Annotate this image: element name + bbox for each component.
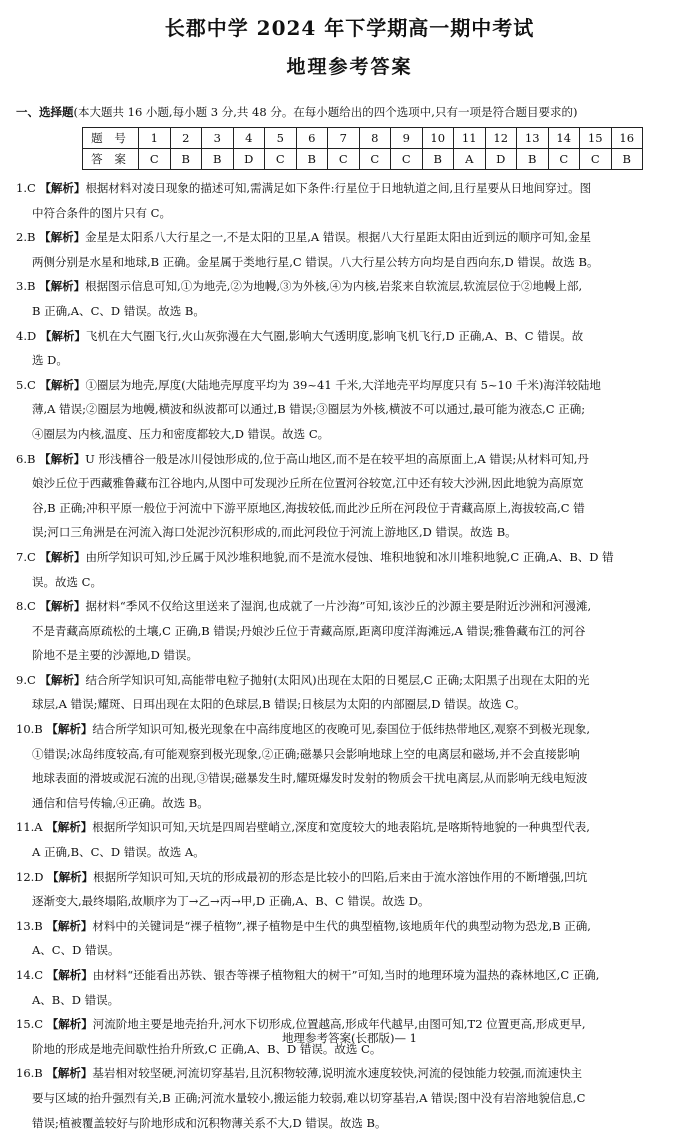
section-header <box>16 104 691 120</box>
answer-item-text: 薄,A 错误;②圈层为地幔,横波和纵波都可以通过,B 错误;③圈层为外核,横波不可以通过,最可能为液态,C 正确; <box>32 402 586 417</box>
answer-item-number: 3.B <box>16 279 36 294</box>
section-note: (本大题共 16 小题,每小题 3 分,共 48 分。在每小题给出的四个选项中,只有一项是符合题目要求的) <box>73 105 578 119</box>
answer-cell: B <box>611 149 643 170</box>
answer-item-number: 5.C <box>16 377 36 392</box>
analysis-tag: 【解析】 <box>47 869 94 884</box>
question-number-cell: 6 <box>296 128 328 149</box>
analysis-tag: 【解析】 <box>46 968 93 982</box>
answer-item-number: 6.B <box>16 451 36 466</box>
analysis-tag: 【解析】 <box>39 328 86 343</box>
analysis-tag: 【解析】 <box>39 230 86 245</box>
page-subtitle: 地理参考答案 <box>286 56 413 78</box>
answer-cell: C <box>391 149 423 170</box>
analysis-tag: 【解析】 <box>39 451 86 466</box>
answer-cell: C <box>548 149 580 170</box>
answer-item-text: A、C、D 错误。 <box>32 943 120 958</box>
answer-item-text: 要与区域的抬升强烈有关,B 正确;河流水量较小,搬运能力较弱,难以切穿基岩,A 错误;图中没有岩溶地貌信息,C <box>32 1090 586 1105</box>
answer-item-text: A 正确,B、C、D 错误。故选 A。 <box>32 845 205 860</box>
question-number-cell: 3 <box>202 128 234 149</box>
answer-item-text: 由材料“还能看出苏铁、银杏等裸子植物粗大的树干”可知,当时的地理环境为温热的森林地区,C 正确, <box>92 968 600 982</box>
question-number-cell: 8 <box>359 128 391 149</box>
answer-item <box>16 274 690 299</box>
answer-item-text: 球层,A 错误;耀斑、日珥出现在太阳的色球层,B 错误;日核层为太阳的内部圈层,D 错误。故选 C。 <box>32 697 526 712</box>
analysis-tag: 【解析】 <box>39 377 86 392</box>
answer-item <box>16 176 690 201</box>
answer-item-number: 15.C <box>16 1017 44 1032</box>
answer-item-text: 不是青藏高原疏松的土壤,C 正确,B 错误;丹娘沙丘位于青藏高原,距离印度洋海滩远,A 错误;雅鲁藏布江的河谷 <box>32 623 586 638</box>
answer-item-number: 13.B <box>16 918 43 933</box>
answer-item-text: U 形浅槽谷一般是冰川侵蚀形成的,位于高山地区,而不是在较平坦的高原面上,A 错误;从材料可知,丹 <box>85 451 589 466</box>
answer-item-continuation <box>16 520 690 545</box>
answer-item-text: 由所学知识可知,沙丘属于风沙堆积地貌,而不是流水侵蚀、堆积地貌和冰川堆积地貌,C 正确,A、B、D 错 <box>85 549 614 564</box>
answer-item-continuation <box>16 471 690 496</box>
analysis-tag: 【解析】 <box>39 181 86 195</box>
answer-item-text: 基岩相对较坚硬,河流切穿基岩,且沉积物较薄,说明流水速度较快,河流的侵蚀能力较强,而流速快主 <box>92 1066 583 1081</box>
answer-item-continuation <box>16 889 690 914</box>
analysis-tag: 【解析】 <box>39 672 86 687</box>
question-number-cell: 7 <box>328 128 360 149</box>
answer-cell: C <box>580 149 612 170</box>
page-title: 长郡中学 2024 年下学期高一期中考试 <box>164 16 535 40</box>
answer-item-text: 选 D。 <box>32 353 68 368</box>
answer-item-continuation <box>16 742 690 767</box>
answer-item-text: 误;河口三角洲是在河流入海口处泥沙沉积形成的,而此河段位于河流上游地区,D 错误。故选 B。 <box>32 525 517 540</box>
answer-item-continuation <box>16 692 690 717</box>
answer-item-text: ①圈层为地壳,厚度(大陆地壳厚度平均为 39~41 千米,大洋地壳平均厚度只有 5~10 千米)海洋较陆地 <box>85 377 601 392</box>
page-footer: 地理参考答案(长郡版)— 1 <box>282 1031 417 1045</box>
answer-item-continuation <box>16 250 690 275</box>
answer-item <box>16 545 690 570</box>
answer-cell: C <box>328 149 360 170</box>
answer-item-continuation <box>16 643 690 668</box>
answer-cell: B <box>422 149 454 170</box>
answer-cell: C <box>359 149 391 170</box>
answer-item-continuation <box>16 988 690 1013</box>
answer-item-text: ①错误;冰岛纬度较高,有可能观察到极光现象,②正确;磁暴只会影响地球上空的电离层和磁场,并不会直接影响 <box>32 746 580 761</box>
answer-item-text: 娘沙丘位于西藏雅鲁藏布江谷地内,从图中可发现沙丘所在位置河谷较宽,江中还有较大沙洲,因此地貌为高原宽 <box>32 476 584 491</box>
answer-item-continuation <box>16 1111 690 1135</box>
analysis-tag: 【解析】 <box>39 599 86 614</box>
answer-item-text: 据材料“季风不仅给这里送来了湿润,也成就了一片沙海”可知,该沙丘的沙源主要是附近沙洲和河漫滩, <box>85 599 592 614</box>
answer-item-text: 根据图示信息可知,①为地壳,②为地幔,③为外核,④为内核,岩浆来自软流层,软流层位于②地幔上部, <box>85 279 583 294</box>
answer-item-text: 错误;植被覆盖较好与阶地形成和沉积物薄关系不大,D 错误。故选 B。 <box>32 1115 387 1130</box>
answer-item <box>16 225 690 250</box>
answer-cell: C <box>139 149 171 170</box>
answer-cell: B <box>517 149 549 170</box>
question-number-cell: 12 <box>485 128 517 149</box>
answer-cell: A <box>454 149 486 170</box>
answer-item-text: 通信和信号传输,④正确。故选 B。 <box>32 795 209 810</box>
question-number-cell: 11 <box>454 128 486 149</box>
answer-item <box>16 447 690 472</box>
answer-item-number: 7.C <box>16 549 36 564</box>
question-number-cell: 14 <box>548 128 580 149</box>
question-number-cell: 16 <box>611 128 643 149</box>
answer-item <box>16 324 690 349</box>
answer-item <box>16 815 690 840</box>
analysis-tag: 【解析】 <box>46 820 93 835</box>
answer-item <box>16 373 690 398</box>
answer-item-continuation <box>16 422 690 447</box>
answer-item-continuation <box>16 938 690 963</box>
answer-item-text: 中符合条件的图片只有 C。 <box>32 205 171 220</box>
answer-item-continuation <box>16 791 690 816</box>
answer-item-text: 谷,B 正确;冲积平原一般位于河流中下游平原地区,海拔较低,而此沙丘所在河段位于青藏高原上,海拔较高,C 错 <box>32 500 585 515</box>
answer-item-text: 阶地的形成是地壳间歇性抬升所致,C 正确,A、B、D 错误。故选 C。 <box>32 1041 382 1056</box>
answer-item-text: 河流阶地主要是地壳抬升,河水下切形成,位置越高,形成年代越早,由图可知,T2 位置更高,形成更早, <box>92 1017 586 1032</box>
answer-item-text: 金星是太阳系八大行星之一,不是太阳的卫星,A 错误。根据八大行星距太阳由近到远的顺序可知,金星 <box>85 230 592 245</box>
answer-item-number: 11.A <box>16 820 43 835</box>
answer-cell: D <box>233 149 265 170</box>
answer-item-text: 两侧分别是水星和地球,B 正确。金星属于类地行星,C 错误。八大行星公转方向均是自西向东,D 错误。故选 B。 <box>32 254 599 269</box>
answer-item <box>16 717 690 742</box>
question-number-cell: 13 <box>517 128 549 149</box>
analysis-tag: 【解析】 <box>46 722 93 737</box>
answer-item-text: 根据材料对凌日现象的描述可知,需满足如下条件:行星位于日地轨道之间,且行星要从日地间穿过。图 <box>85 181 592 195</box>
answer-cell: D <box>485 149 517 170</box>
answer-item-text: B 正确,A、C、D 错误。故选 B。 <box>32 303 205 318</box>
analysis-tag: 【解析】 <box>46 1066 93 1081</box>
answer-item-continuation <box>16 619 690 644</box>
question-number-cell: 2 <box>170 128 202 149</box>
answer-item-continuation <box>16 201 690 226</box>
answer-item-continuation <box>16 840 690 865</box>
answer-item-number: 4.D <box>16 328 37 343</box>
question-number-cell: 15 <box>580 128 612 149</box>
answer-table-row-numbers <box>83 128 643 149</box>
answer-item-text: ④圈层为内核,温度、压力和密度都较大,D 错误。故选 C。 <box>32 426 330 441</box>
answer-item <box>16 914 690 939</box>
section-heading: 一、选择题 <box>16 105 74 119</box>
answer-item-number: 1.C <box>16 181 36 195</box>
answer-item-text: 飞机在大气圈飞行,火山灰弥漫在大气圈,影响大气透明度,影响飞机飞行,D 正确,A、B、C 错误。故 <box>85 328 584 343</box>
answer-cell: B <box>170 149 202 170</box>
analysis-tag: 【解析】 <box>46 1017 93 1032</box>
answer-item <box>16 594 690 619</box>
row-label-answer: 答 案 <box>83 149 139 170</box>
answer-item-continuation <box>16 299 690 324</box>
question-number-cell: 9 <box>391 128 423 149</box>
answer-item-continuation <box>16 496 690 521</box>
answer-item-text: 结合所学知识可知,极光现象在中高纬度地区的夜晚可见,泰国位于低纬热带地区,观察不到极光现象, <box>92 722 591 737</box>
question-number-cell: 1 <box>139 128 171 149</box>
analysis-tag: 【解析】 <box>39 279 86 294</box>
answer-cell: B <box>202 149 234 170</box>
answer-item-text: 根据所学知识可知,天坑是四周岩壁峭立,深度和宽度较大的地表陷坑,是喀斯特地貌的一种典型代表, <box>92 820 590 835</box>
answer-item-text: 根据所学知识可知,天坑的形成最初的形态是比较小的凹陷,后来由于流水溶蚀作用的不断增强,凹坑 <box>93 869 588 884</box>
answer-item-continuation <box>16 348 690 373</box>
answer-item-continuation <box>16 570 690 595</box>
question-number-cell: 4 <box>233 128 265 149</box>
question-number-cell: 5 <box>265 128 297 149</box>
answer-item-number: 14.C <box>16 968 44 982</box>
answer-item-text: 误。故选 C。 <box>32 574 102 589</box>
answer-item-number: 10.B <box>16 722 43 737</box>
answer-item-text: 逐渐变大,最终塌陷,故顺序为丁→乙→丙→甲,D 正确,A、B、C 错误。故选 D。 <box>32 894 430 909</box>
answer-item-number: 9.C <box>16 672 36 687</box>
answer-item <box>16 865 690 890</box>
answer-explanations <box>16 176 690 1135</box>
answer-item-text: A、B、D 错误。 <box>32 992 120 1007</box>
answer-item-number: 16.B <box>16 1066 43 1081</box>
row-label-question: 题 号 <box>83 128 139 149</box>
answer-cell: C <box>265 149 297 170</box>
answer-item <box>16 963 690 988</box>
analysis-tag: 【解析】 <box>39 549 86 564</box>
answer-item-text: 材料中的关键词是“裸子植物”,裸子植物是中生代的典型植物,该地质年代的典型动物为恐龙,B 正确, <box>92 918 591 933</box>
answer-item-continuation <box>16 766 690 791</box>
answer-item <box>16 1061 690 1086</box>
answer-item-continuation <box>16 397 690 422</box>
answer-item-number: 2.B <box>16 230 36 245</box>
answer-item-continuation <box>16 1086 690 1111</box>
answer-item-text: 结合所学知识可知,高能带电粒子抛射(太阳风)出现在太阳的日冕层,C 正确;太阳黑子出现在太阳的光 <box>85 672 590 687</box>
answer-cell: B <box>296 149 328 170</box>
answer-table-row-answers <box>83 149 643 170</box>
answer-item-text: 阶地不是主要的沙源地,D 错误。 <box>32 648 199 663</box>
answer-item-text: 地球表面的滑坡或泥石流的出现,③错误;磁暴发生时,耀斑爆发时发射的物质会干扰电离层,从而影响无线电短波 <box>32 771 588 786</box>
analysis-tag: 【解析】 <box>46 918 93 933</box>
answer-item <box>16 668 690 693</box>
question-number-cell: 10 <box>422 128 454 149</box>
answer-table <box>82 127 643 170</box>
answer-item-number: 8.C <box>16 599 36 614</box>
answer-item-number: 12.D <box>16 869 44 884</box>
